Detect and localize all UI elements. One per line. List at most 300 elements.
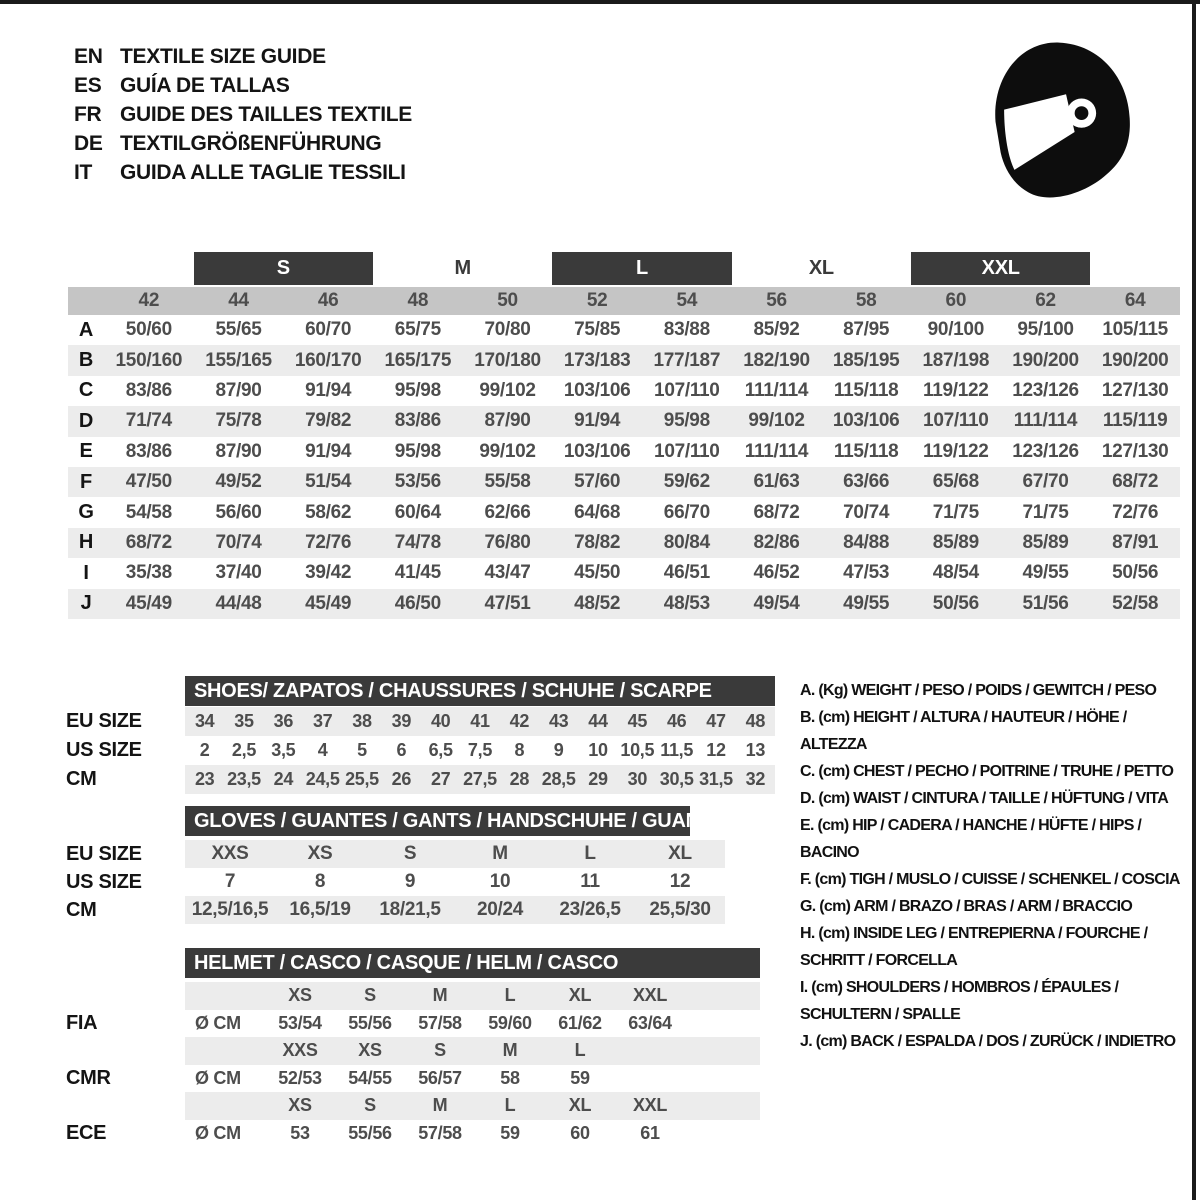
helmet-cell: S <box>364 985 376 1006</box>
guide-title-de: TEXTILGRÖßENFÜHRUNG <box>120 132 382 155</box>
measure-value: 76/80 <box>484 531 531 553</box>
gloves-value: 7 <box>224 871 236 892</box>
measure-value: 63/66 <box>843 471 890 493</box>
measure-value: 72/76 <box>1112 501 1159 523</box>
gloves-row-label-eu: EU SIZE <box>66 843 142 865</box>
measure-value: 150/160 <box>115 349 183 371</box>
measure-value: 127/130 <box>1101 440 1169 462</box>
shoes-value: 40 <box>430 711 451 731</box>
shoes-value: 37 <box>312 711 333 731</box>
shoes-value: 10,5 <box>620 740 655 760</box>
shoes-value: 23,5 <box>227 769 261 789</box>
helmet-cell: 52/53 <box>278 1067 322 1088</box>
measure-value: 103/106 <box>832 410 900 432</box>
gloves-value: 18/21,5 <box>379 899 441 920</box>
measure-value: 78/82 <box>574 531 621 553</box>
shoes-section-title: SHOES/ ZAPATOS / CHAUSSURES / SCHUHE / SCARPE <box>185 676 775 706</box>
helmet-cell: 57/58 <box>418 1012 462 1033</box>
measure-value: 50/56 <box>932 592 979 614</box>
language-code: IT <box>74 161 93 184</box>
legend-item-g: G. (cm) ARM / BRAZO / BRAS / ARM / BRACCIO <box>800 898 1133 915</box>
helmet-cell: XS <box>288 1095 312 1116</box>
measure-value: 160/170 <box>294 349 362 371</box>
row-letter: E <box>79 440 93 463</box>
gloves-row-2 <box>185 896 725 924</box>
helmet-row-1 <box>185 1010 760 1038</box>
helmet-cell: L <box>504 985 516 1006</box>
top-border-line <box>0 0 1200 4</box>
size-group-s: S <box>194 252 373 285</box>
legend-item-b: B. (cm) HEIGHT / ALTURA / HAUTEUR / HÖHE / ALTEZZA <box>800 709 1127 753</box>
measure-value: 65/68 <box>932 471 979 493</box>
shoes-value: 38 <box>352 711 372 731</box>
shoes-value: 2 <box>199 740 210 760</box>
measure-value: 44/48 <box>215 592 262 614</box>
measure-value: 47/50 <box>125 471 172 493</box>
gloves-value: 16,5/19 <box>289 899 351 920</box>
size-label: 50 <box>497 290 518 311</box>
measure-value: 62/66 <box>484 501 531 523</box>
measure-value: 75/78 <box>215 410 262 432</box>
helmet-cell: Ø CM <box>195 1012 241 1033</box>
shoes-value: 28,5 <box>541 769 576 789</box>
measure-row-h <box>68 528 1180 558</box>
helmet-cell: S <box>434 1040 446 1061</box>
size-label: 54 <box>676 290 698 311</box>
helmet-cell: 63/64 <box>628 1012 672 1033</box>
measure-value: 66/70 <box>663 501 710 523</box>
measure-value: 60/70 <box>305 319 352 341</box>
helmet-cell: 55/56 <box>348 1122 392 1143</box>
gloves-row-label-us: US SIZE <box>66 871 142 893</box>
shoes-value: 43 <box>548 711 569 731</box>
shoes-value: 46 <box>666 711 687 731</box>
language-code: FR <box>74 103 102 126</box>
helmet-cell: 53/54 <box>278 1012 322 1033</box>
shoes-value: 6,5 <box>428 740 453 760</box>
measure-value: 74/78 <box>394 531 441 553</box>
size-label: 56 <box>766 290 787 311</box>
shoes-value: 13 <box>745 740 766 760</box>
measure-value: 115/119 <box>1102 410 1168 432</box>
language-code: EN <box>74 45 103 68</box>
shoes-value: 47 <box>706 711 726 731</box>
language-row-fr <box>74 100 412 129</box>
measure-value: 45/49 <box>305 592 352 614</box>
gloves-value: 9 <box>404 871 416 892</box>
gloves-value: M <box>492 843 508 864</box>
measure-value: 59/62 <box>663 471 710 493</box>
language-code: DE <box>74 132 103 155</box>
measure-value: 91/94 <box>305 440 352 462</box>
row-letter: G <box>78 501 94 524</box>
row-letter: C <box>78 379 94 402</box>
helmet-cell: M <box>432 1095 448 1116</box>
helmet-cell: 60 <box>570 1122 590 1143</box>
legend-item-a: A. (Kg) WEIGHT / PESO / POIDS / GEWITCH / PESO <box>800 682 1157 699</box>
measure-row-d <box>68 406 1180 436</box>
helmet-cell: 61/62 <box>558 1012 602 1033</box>
shoes-value: 41 <box>470 711 490 731</box>
measure-value: 75/85 <box>574 319 621 341</box>
shoes-value: 42 <box>509 711 530 731</box>
shoes-value: 36 <box>273 711 294 731</box>
measure-value: 46/52 <box>753 562 800 584</box>
gloves-value: XL <box>668 843 692 864</box>
measure-row-i <box>68 558 1180 588</box>
gloves-value: XXS <box>211 843 249 864</box>
size-group-xl: XL <box>808 257 834 279</box>
measure-value: 49/55 <box>1022 562 1069 584</box>
size-group-row <box>68 252 1180 285</box>
measure-value: 111/114 <box>744 440 809 462</box>
measure-value: 95/98 <box>663 410 710 432</box>
measure-value: 107/110 <box>654 379 720 401</box>
measure-value: 53/56 <box>394 471 441 493</box>
measure-value: 82/86 <box>753 531 800 553</box>
guide-title-es: GUÍA DE TALLAS <box>120 74 290 97</box>
legend-item-d: D. (cm) WAIST / CINTURA / TAILLE / HÜFTUNG / VITA <box>800 790 1169 807</box>
shoes-row-1 <box>185 736 775 765</box>
size-label: 42 <box>138 290 160 311</box>
measure-value: 45/49 <box>125 592 172 614</box>
helmet-row-label-fia: FIA <box>66 1012 98 1034</box>
measure-value: 91/94 <box>574 410 621 432</box>
measure-value: 65/75 <box>394 319 441 341</box>
measure-value: 68/72 <box>1112 471 1159 493</box>
measure-value: 71/75 <box>1022 501 1069 523</box>
helmet-cell: XXL <box>632 985 668 1006</box>
measure-value: 79/82 <box>305 410 352 432</box>
shoes-value: 5 <box>357 740 367 760</box>
gloves-value: 10 <box>489 871 511 892</box>
measure-value: 43/47 <box>484 562 531 584</box>
shoes-value: 12 <box>706 740 726 760</box>
helmet-row-0 <box>185 982 760 1010</box>
shoes-value: 35 <box>234 711 254 731</box>
measure-value: 190/200 <box>1012 349 1079 371</box>
helmet-cell: 55/56 <box>348 1012 392 1033</box>
measure-value: 123/126 <box>1012 440 1079 462</box>
measure-value: 85/89 <box>1022 531 1069 553</box>
measure-value: 85/89 <box>932 531 979 553</box>
shoes-value: 27,5 <box>463 769 497 789</box>
helmet-cell: M <box>502 1040 518 1061</box>
helmet-cell: S <box>364 1095 376 1116</box>
row-letter: F <box>80 470 92 493</box>
measure-value: 119/122 <box>923 379 989 401</box>
gloves-value: 20/24 <box>476 899 524 920</box>
shoes-value: 4 <box>317 740 328 760</box>
measure-value: 99/102 <box>479 440 536 462</box>
shoes-value: 8 <box>514 740 525 760</box>
size-band-row <box>68 287 1180 315</box>
measure-value: 91/94 <box>305 379 352 401</box>
helmet-cell: XS <box>358 1040 382 1061</box>
measure-value: 39/42 <box>305 562 352 584</box>
language-row-es <box>74 71 412 100</box>
shoes-value: 34 <box>194 711 215 731</box>
shoes-value: 24 <box>273 769 294 789</box>
measure-value: 123/126 <box>1012 379 1079 401</box>
helmet-cell: 59 <box>500 1122 520 1143</box>
gloves-value: 12,5/16,5 <box>191 899 269 920</box>
measure-value: 57/60 <box>574 471 621 493</box>
row-letter: B <box>78 349 94 372</box>
measure-value: 70/74 <box>215 531 262 553</box>
shoes-value: 9 <box>553 740 564 760</box>
helmet-cell: 54/55 <box>348 1067 392 1088</box>
helmet-cell: 61 <box>640 1122 660 1143</box>
measure-value: 103/106 <box>563 379 631 401</box>
row-letter: A <box>78 318 94 341</box>
measure-value: 58/62 <box>305 501 352 523</box>
measure-value: 68/72 <box>753 501 800 523</box>
size-label: 58 <box>855 290 877 311</box>
guide-title-it: GUIDA ALLE TAGLIE TESSILI <box>120 161 406 184</box>
gloves-section-title: GLOVES / GUANTES / GANTS / HANDSCHUHE / GUANTI <box>185 806 690 836</box>
measure-row-b <box>68 345 1180 375</box>
helmet-cell: Ø CM <box>195 1067 241 1088</box>
measure-value: 105/115 <box>1102 319 1168 341</box>
shoes-row-label-us: US SIZE <box>66 739 142 761</box>
gloves-value: S <box>403 843 417 864</box>
measure-value: 47/51 <box>484 592 531 614</box>
measure-value: 56/60 <box>215 501 262 523</box>
measure-row-j <box>68 589 1180 619</box>
measure-value: 80/84 <box>663 531 710 553</box>
shoes-row-2 <box>185 765 775 794</box>
measure-value: 54/58 <box>125 501 172 523</box>
gloves-value: 11 <box>580 871 600 892</box>
shoes-value: 2,5 <box>231 740 257 760</box>
language-row-it <box>74 158 412 187</box>
textile-size-table <box>68 252 1180 619</box>
measure-value: 83/88 <box>663 319 710 341</box>
shoes-value: 44 <box>588 711 608 731</box>
shoes-value: 3,5 <box>271 740 296 760</box>
measure-value: 48/54 <box>932 562 979 584</box>
shoes-value: 30,5 <box>659 769 694 789</box>
measure-rows <box>68 315 1180 619</box>
shoes-value: 32 <box>745 769 766 789</box>
measure-value: 35/38 <box>125 562 172 584</box>
measure-value: 115/118 <box>833 440 899 462</box>
measure-value: 107/110 <box>923 410 989 432</box>
shoes-row-label-eu: EU SIZE <box>66 710 142 732</box>
measure-value: 87/91 <box>1112 531 1159 553</box>
measure-value: 50/56 <box>1112 562 1159 584</box>
shoes-value: 26 <box>391 769 412 789</box>
helmet-rows <box>185 982 760 1147</box>
language-row-de <box>74 129 412 158</box>
row-letter: H <box>78 531 94 554</box>
legend-item-h: H. (cm) INSIDE LEG / ENTREPIERNA / FOURCHE / SCHRITT / FORCELLA <box>800 925 1148 969</box>
measure-value: 182/190 <box>743 349 810 371</box>
shoes-value: 7,5 <box>467 740 493 760</box>
measure-value: 85/92 <box>753 319 800 341</box>
measure-value: 87/95 <box>843 319 890 341</box>
helmet-cell: XS <box>288 985 312 1006</box>
helmet-cell: XL <box>568 985 592 1006</box>
measure-value: 60/64 <box>394 501 441 523</box>
measure-value: 115/118 <box>833 379 899 401</box>
measure-value: 84/88 <box>843 531 890 553</box>
measure-value: 170/180 <box>474 349 541 371</box>
measure-value: 49/55 <box>843 592 890 614</box>
language-list <box>74 42 412 187</box>
measure-value: 190/200 <box>1101 349 1169 371</box>
language-row-en <box>74 42 412 71</box>
helmet-section-title: HELMET / CASCO / CASQUE / HELM / CASCO <box>185 948 760 978</box>
shoes-value: 45 <box>627 711 648 731</box>
shoes-rows <box>185 707 775 794</box>
measure-value: 185/195 <box>832 349 900 371</box>
measure-value: 99/102 <box>479 379 536 401</box>
helmet-row-4 <box>185 1092 760 1120</box>
helmet-cell: M <box>432 985 448 1006</box>
shoes-value: 30 <box>627 769 648 789</box>
measure-value: 107/110 <box>654 440 720 462</box>
measure-value: 95/98 <box>394 379 441 401</box>
gloves-row-label-cm: CM <box>66 899 97 921</box>
gloves-value: 8 <box>314 871 326 892</box>
measure-value: 103/106 <box>563 440 631 462</box>
measure-value: 51/54 <box>305 471 352 493</box>
size-label: 44 <box>228 290 249 311</box>
helmet-cell: XXS <box>282 1040 318 1061</box>
measure-value: 49/54 <box>753 592 800 614</box>
measure-value: 165/175 <box>384 349 452 371</box>
legend-item-c: C. (cm) CHEST / PECHO / POITRINE / TRUHE / PETTO <box>800 763 1174 780</box>
measure-value: 119/122 <box>923 440 989 462</box>
helmet-cell: XXL <box>632 1095 668 1116</box>
measure-value: 49/52 <box>215 471 262 493</box>
gloves-row-1 <box>185 868 725 896</box>
size-label: 64 <box>1124 290 1146 311</box>
helmet-cell: 59 <box>570 1067 590 1088</box>
gloves-value: XS <box>307 843 333 864</box>
measure-row-a <box>68 315 1180 345</box>
measure-value: 37/40 <box>215 562 262 584</box>
measure-value: 41/45 <box>394 562 441 584</box>
helmet-cell: 59/60 <box>488 1012 532 1033</box>
measure-value: 61/63 <box>753 471 800 493</box>
size-group-l: L <box>552 252 731 285</box>
measure-value: 48/52 <box>574 592 621 614</box>
legend <box>800 677 1195 1055</box>
row-letter: J <box>80 592 92 615</box>
shoes-value: 24,5 <box>305 769 340 789</box>
measure-value: 99/102 <box>748 410 805 432</box>
helmet-row-label-cmr: CMR <box>66 1067 111 1089</box>
measure-value: 83/86 <box>125 440 172 462</box>
helmet-row-5 <box>185 1120 760 1148</box>
measure-row-g <box>68 497 1180 527</box>
measure-value: 83/86 <box>394 410 441 432</box>
measure-value: 70/80 <box>484 319 531 341</box>
shoes-value: 11,5 <box>660 740 694 760</box>
measure-value: 45/50 <box>574 562 621 584</box>
shoes-value: 28 <box>509 769 530 789</box>
gloves-value: 25,5/30 <box>649 899 711 920</box>
legend-item-i: I. (cm) SHOULDERS / HOMBROS / ÉPAULES / SCHULTERN / SPALLE <box>800 979 1119 1023</box>
measure-value: 87/90 <box>484 410 531 432</box>
measure-value: 83/86 <box>125 379 172 401</box>
shoes-value: 10 <box>588 740 608 760</box>
measure-value: 90/100 <box>927 319 984 341</box>
shoes-value: 23 <box>194 769 215 789</box>
legend-item-j: J. (cm) BACK / ESPALDA / DOS / ZURÜCK / INDIETRO <box>800 1033 1176 1050</box>
helmet-cell: 57/58 <box>418 1122 462 1143</box>
helmet-cell: 53 <box>290 1122 310 1143</box>
shoes-value: 27 <box>430 769 451 789</box>
row-letter: D <box>78 409 94 432</box>
helmet-row-3 <box>185 1065 760 1093</box>
measure-value: 155/165 <box>205 349 272 371</box>
measure-value: 55/58 <box>484 471 531 493</box>
shoes-value: 39 <box>391 711 412 731</box>
gloves-rows <box>185 840 725 924</box>
legend-item-f: F. (cm) TIGH / MUSLO / CUISSE / SCHENKEL / COSCIA <box>800 871 1180 888</box>
guide-title-en: TEXTILE SIZE GUIDE <box>120 45 326 68</box>
measure-value: 72/76 <box>305 531 352 553</box>
measure-value: 70/74 <box>843 501 890 523</box>
measure-value: 67/70 <box>1022 471 1069 493</box>
measure-value: 47/53 <box>843 562 890 584</box>
measure-row-c <box>68 376 1180 406</box>
language-code: ES <box>74 74 102 97</box>
measure-value: 111/114 <box>744 379 809 401</box>
helmet-cell: Ø CM <box>195 1122 241 1143</box>
helmet-cell: 56/57 <box>418 1067 462 1088</box>
guide-title-fr: GUIDE DES TAILLES TEXTILE <box>120 103 412 126</box>
size-label: 62 <box>1035 290 1056 311</box>
measure-value: 51/56 <box>1022 592 1069 614</box>
shoes-value: 25,5 <box>345 769 379 789</box>
size-label: 60 <box>945 290 967 311</box>
shoes-value: 48 <box>745 711 766 731</box>
row-letter: I <box>83 561 89 584</box>
racing-helmet-icon <box>968 34 1140 206</box>
helmet-row-2 <box>185 1037 760 1065</box>
size-label: 48 <box>407 290 429 311</box>
measure-value: 68/72 <box>125 531 172 553</box>
size-label: 52 <box>586 290 608 311</box>
measure-value: 71/74 <box>125 410 172 432</box>
helmet-cell: L <box>504 1095 516 1116</box>
legend-item-e: E. (cm) HIP / CADERA / HANCHE / HÜFTE / HIPS / BACINO <box>800 817 1142 861</box>
shoes-row-label-cm: CM <box>66 768 97 790</box>
measure-value: 50/60 <box>125 319 172 341</box>
measure-value: 111/114 <box>1013 410 1078 432</box>
shoes-row-0 <box>185 707 775 736</box>
measure-value: 127/130 <box>1101 379 1169 401</box>
helmet-cell: 58 <box>500 1067 520 1088</box>
measure-value: 52/58 <box>1112 592 1159 614</box>
measure-value: 177/187 <box>653 349 721 371</box>
gloves-row-0 <box>185 840 725 868</box>
size-label: 46 <box>317 290 339 311</box>
size-group-xxl: XXL <box>911 252 1090 285</box>
helmet-cell: L <box>574 1040 586 1061</box>
measure-value: 64/68 <box>574 501 621 523</box>
helmet-row-label-ece: ECE <box>66 1122 107 1144</box>
measure-value: 48/53 <box>663 592 710 614</box>
gloves-value: L <box>584 843 596 864</box>
measure-row-f <box>68 467 1180 497</box>
measure-value: 71/75 <box>932 501 979 523</box>
